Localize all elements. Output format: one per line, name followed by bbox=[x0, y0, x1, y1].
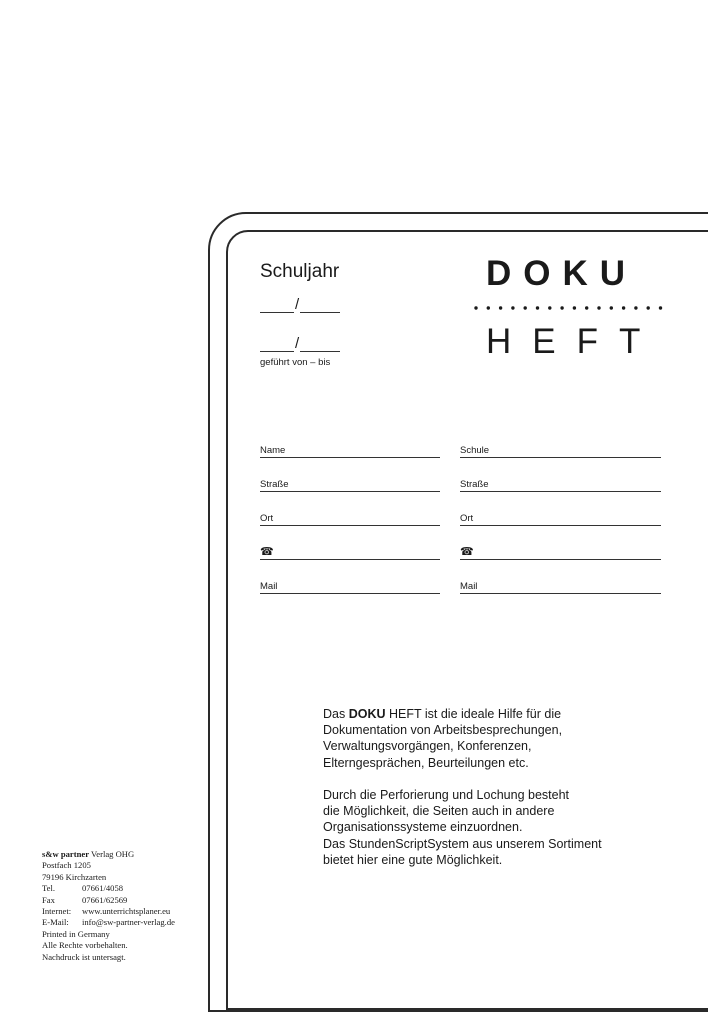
telephone-icon: ☎ bbox=[260, 546, 274, 558]
description-brand: DOKU bbox=[348, 707, 386, 721]
field-schule-ort[interactable] bbox=[460, 512, 661, 526]
imprint-printed: Printed in Germany bbox=[42, 928, 110, 939]
imprint-tel bbox=[42, 883, 175, 894]
field-name[interactable] bbox=[260, 444, 440, 458]
logo-dotted-divider bbox=[473, 305, 663, 311]
field-schule[interactable] bbox=[460, 444, 661, 458]
description-line: Durch die Perforierung und Lochung besteht bbox=[323, 788, 569, 802]
description-line: Verwaltungsvorgängen, Konferenzen, bbox=[323, 739, 532, 754]
year-start-blank bbox=[260, 337, 294, 352]
logo-doku: DOKU bbox=[486, 254, 638, 293]
description-line bbox=[323, 706, 562, 722]
description-line: die Möglichkeit, die Seiten auch in andere bbox=[323, 804, 555, 819]
imprint-internet-link[interactable]: www.unterrichtsplaner.eu bbox=[82, 906, 171, 917]
description-line: Elterngesprächen, Beurteilungen etc. bbox=[323, 755, 529, 770]
imprint-fax-label: Fax bbox=[42, 894, 55, 905]
imprint-rights: Alle Rechte vorbehalten. bbox=[42, 940, 128, 951]
telephone-icon: ☎ bbox=[460, 546, 474, 558]
field-schule-telefon[interactable] bbox=[460, 546, 661, 560]
logo-dot bbox=[647, 306, 650, 309]
description-line: Organisationssysteme einzuordnen. bbox=[323, 820, 523, 835]
imprint-email bbox=[42, 917, 175, 928]
field-label: Ort bbox=[460, 513, 474, 524]
logo-dot bbox=[536, 306, 539, 309]
logo-dot bbox=[487, 306, 490, 309]
logo-dot bbox=[659, 306, 662, 309]
field-label: Name bbox=[260, 445, 286, 456]
imprint-email-link[interactable]: info@sw-partner-verlag.de bbox=[82, 917, 175, 928]
field-schule-strasse[interactable] bbox=[460, 478, 661, 492]
imprint-fax bbox=[42, 895, 175, 906]
field-mail[interactable] bbox=[260, 580, 440, 594]
field-telefon[interactable] bbox=[260, 546, 440, 560]
gefuehrt-label: geführt von – bis bbox=[260, 357, 331, 368]
logo-dot bbox=[474, 306, 477, 309]
logo-dot bbox=[610, 306, 613, 309]
imprint-company-suffix: Verlag OHG bbox=[89, 849, 135, 859]
schuljahr-label: Schuljahr bbox=[260, 261, 340, 282]
field-label: Straße bbox=[260, 479, 289, 490]
field-strasse[interactable] bbox=[260, 478, 440, 492]
year-field-1 bbox=[260, 296, 340, 313]
logo-dot bbox=[548, 306, 551, 309]
logo-dot bbox=[511, 306, 514, 309]
logo-dot bbox=[622, 306, 625, 309]
year-end-blank bbox=[300, 298, 340, 313]
logo-dot bbox=[585, 306, 588, 309]
year-end-blank bbox=[300, 337, 340, 352]
logo-dot bbox=[524, 306, 527, 309]
imprint-tel-value: 07661/4058 bbox=[82, 883, 124, 894]
description-text: Das bbox=[323, 707, 349, 721]
description-paragraph-2 bbox=[323, 787, 602, 868]
field-ort[interactable] bbox=[260, 512, 440, 526]
imprint-company-name: s&w partner bbox=[42, 849, 90, 859]
field-label: Schule bbox=[460, 445, 490, 456]
imprint-postfach: Postfach 1205 bbox=[42, 860, 91, 871]
description-line: bietet hier eine gute Möglichkeit. bbox=[323, 852, 503, 867]
description-line: Das StundenScriptSystem aus unserem Sortiment bbox=[323, 836, 602, 851]
logo-heft: HEFT bbox=[486, 322, 662, 361]
description-text: HEFT ist die ideale Hilfe für die bbox=[385, 707, 562, 721]
description-line: Dokumentation von Arbeitsbesprechungen, bbox=[323, 723, 563, 738]
year-separator: / bbox=[295, 296, 300, 313]
logo-dot bbox=[634, 306, 637, 309]
imprint-email-label: E-Mail: bbox=[42, 917, 69, 928]
imprint-tel-label: Tel. bbox=[42, 883, 55, 894]
field-label: Mail bbox=[260, 581, 278, 592]
imprint-internet bbox=[42, 906, 175, 917]
field-label: Mail bbox=[460, 581, 478, 592]
logo-dot bbox=[573, 306, 576, 309]
description-paragraph-1 bbox=[323, 706, 562, 771]
imprint-city: 79196 Kirchzarten bbox=[42, 871, 107, 882]
imprint-internet-label: Internet: bbox=[42, 906, 72, 917]
imprint-nachdruck: Nachdruck ist untersagt. bbox=[42, 951, 126, 962]
logo-dot bbox=[560, 306, 563, 309]
field-schule-mail[interactable] bbox=[460, 580, 661, 594]
logo-dot bbox=[597, 306, 600, 309]
logo-dot bbox=[499, 306, 502, 309]
imprint-fax-value: 07661/62569 bbox=[82, 894, 128, 905]
year-field-2 bbox=[260, 335, 340, 352]
imprint-company bbox=[42, 849, 175, 860]
year-separator: / bbox=[295, 335, 300, 352]
field-label: Straße bbox=[460, 479, 489, 490]
year-start-blank bbox=[260, 298, 294, 313]
field-label: Ort bbox=[260, 513, 274, 524]
publisher-imprint bbox=[42, 849, 175, 963]
